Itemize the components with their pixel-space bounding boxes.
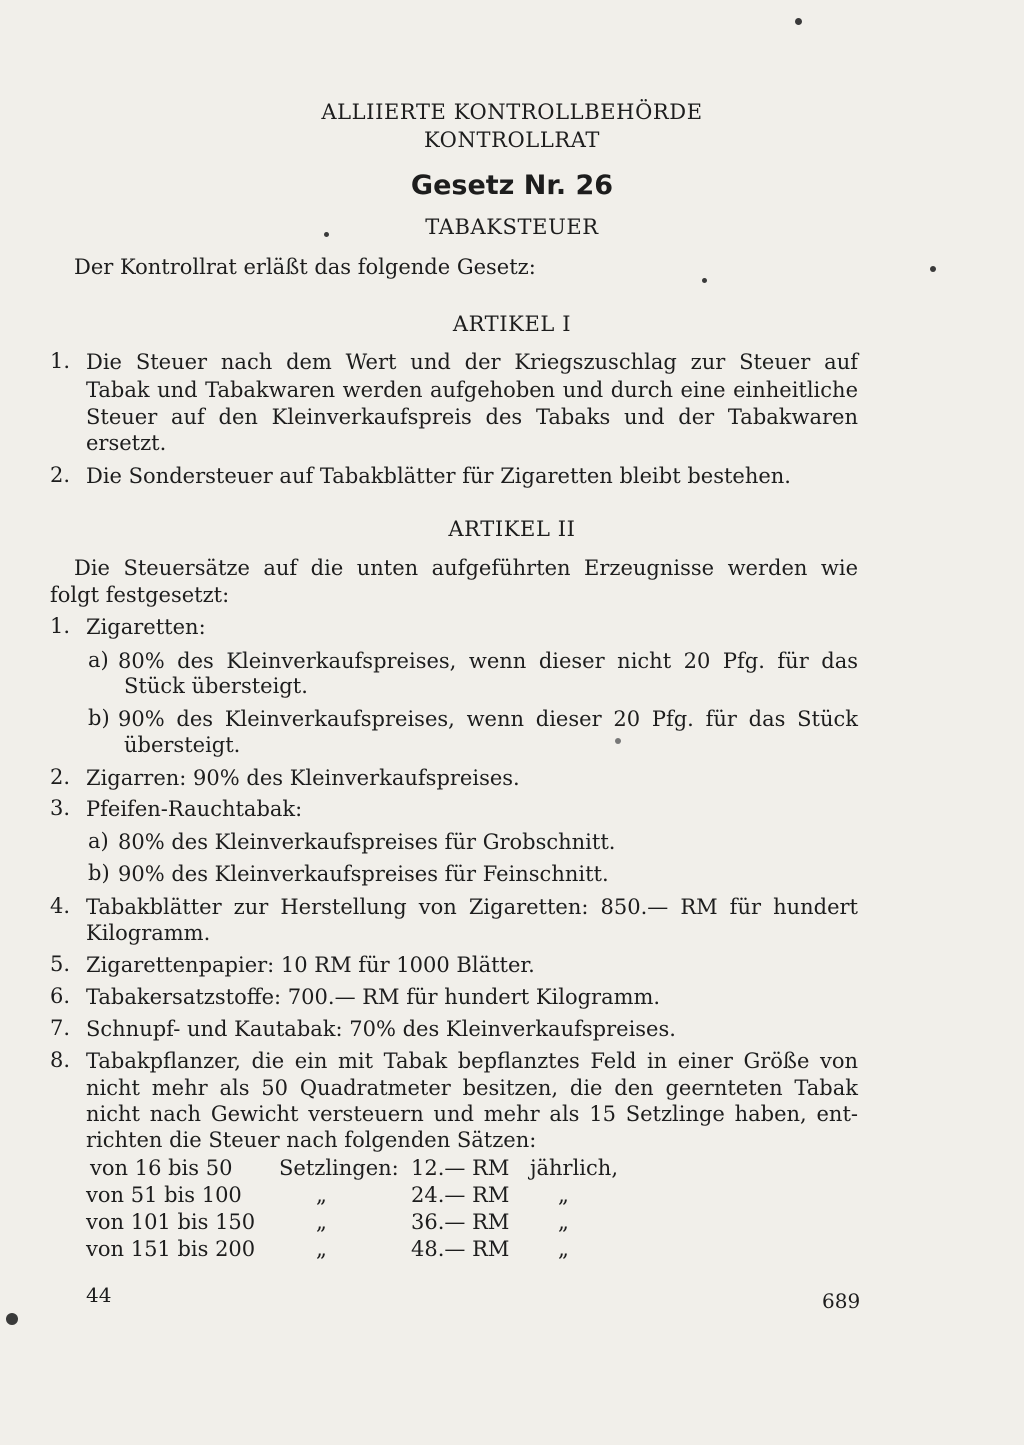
rate-unit: Setzlingen: [279, 1156, 399, 1180]
item-4-line: Kilogramm. [86, 921, 211, 945]
article-2-item-number: 8. [50, 1048, 71, 1072]
rate-range: von 51 bis 100 [86, 1183, 242, 1207]
article-2-item-number: 3. [50, 796, 71, 820]
article-1-item-2-text: Die Sondersteuer auf Tabakblätter für Zigaretten bleibt bestehen. [86, 464, 791, 488]
intro-text: Der Kontrollrat erläßt das folgende Gesetz: [74, 255, 536, 279]
item-8-line: richten die Steuer nach folgenden Sätzen: [86, 1128, 537, 1152]
rate-unit: „ [316, 1183, 327, 1207]
rate-amount: 24.— RM [411, 1183, 510, 1207]
page-number-left: 44 [86, 1283, 112, 1307]
rate-range: von 101 bis 150 [86, 1210, 256, 1234]
article-1-item-1-line: Steuer auf den Kleinverkaufspreis des Tabaks und der Tabakwaren [86, 405, 858, 429]
item-8-line: nicht mehr als 50 Quadratmeter besitzen, die den geernteten Tabak [86, 1076, 858, 1100]
sub-item-letter: b) [88, 861, 110, 885]
item-2-text: Zigarren: 90% des Kleinverkaufspreises. [86, 766, 520, 790]
item-1-label: Zigaretten: [86, 615, 206, 639]
item-1a-line: 80% des Kleinverkaufspreises, wenn dieser nicht 20 Pfg. für das [118, 649, 858, 673]
article-2-item-number: 5. [50, 952, 71, 976]
rate-amount: 12.— RM [411, 1156, 510, 1180]
article-2-intro-line: Die Steuersätze auf die unten aufgeführten Erzeugnisse werden wie [74, 556, 858, 580]
law-title: Gesetz Nr. 26 [410, 170, 614, 201]
article-2-item-number: 2. [50, 765, 71, 789]
item-3a-text: 80% des Kleinverkaufspreises für Grobschnitt. [118, 830, 616, 854]
sub-item-letter: a) [88, 648, 109, 672]
rate-period: „ [558, 1210, 569, 1234]
article-1-item-number: 1. [50, 349, 71, 373]
item-1b-line: übersteigt. [124, 733, 241, 757]
rate-period: „ [558, 1237, 569, 1261]
item-8-line: Tabakpflanzer, die ein mit Tabak bepflanztes Feld in einer Größe von [86, 1049, 858, 1073]
article-1-item-1-line: ersetzt. [86, 431, 167, 455]
item-3b-text: 90% des Kleinverkaufspreises für Feinschnitt. [118, 862, 609, 886]
rate-amount: 36.— RM [411, 1210, 510, 1234]
rate-unit: „ [316, 1210, 327, 1234]
article-1-item-1-line: Tabak und Tabakwaren werden aufgehoben und durch eine einheitliche [86, 378, 858, 402]
sub-item-letter: b) [88, 706, 110, 730]
article-1-item-1-line: Die Steuer nach dem Wert und der Kriegszuschlag zur Steuer auf [86, 350, 858, 374]
item-1a-line: Stück übersteigt. [124, 674, 308, 698]
article-2-item-number: 1. [50, 614, 71, 638]
item-7-text: Schnupf- und Kautabak: 70% des Kleinverkaufspreises. [86, 1017, 676, 1041]
rate-period: „ [558, 1183, 569, 1207]
article-2-intro-line: folgt festgesetzt: [50, 583, 230, 607]
page-number-right: 689 [822, 1289, 861, 1313]
scan-speck [702, 278, 707, 283]
rate-amount: 48.— RM [411, 1237, 510, 1261]
rate-range: von 16 bis 50 [90, 1156, 233, 1180]
authority-heading: ALLIIERTE KONTROLLBEHÖRDE [321, 100, 703, 124]
rate-unit: „ [316, 1237, 327, 1261]
item-5-text: Zigarettenpapier: 10 RM für 1000 Blätter. [86, 953, 535, 977]
item-4-line: Tabakblätter zur Herstellung von Zigaretten: 850.— RM für hundert [86, 895, 858, 919]
law-subject: TABAKSTEUER [425, 215, 599, 239]
article-2-item-number: 7. [50, 1016, 71, 1040]
item-1b-line: 90% des Kleinverkaufspreises, wenn dieser 20 Pfg. für das Stück [118, 707, 858, 731]
scan-speck [6, 1313, 18, 1325]
scan-speck [615, 738, 621, 744]
item-6-text: Tabakersatzstoffe: 700.— RM für hundert Kilogramm. [86, 985, 661, 1009]
item-3-label: Pfeifen-Rauchtabak: [86, 797, 303, 821]
scan-speck [795, 18, 802, 25]
scan-speck [930, 266, 936, 272]
rate-period: jährlich, [530, 1156, 618, 1180]
article-1-heading: ARTIKEL I [452, 312, 572, 336]
article-2-item-number: 4. [50, 894, 71, 918]
council-heading: KONTROLLRAT [423, 128, 601, 152]
sub-item-letter: a) [88, 829, 109, 853]
article-2-heading: ARTIKEL II [448, 517, 576, 541]
item-8-line: nicht nach Gewicht versteuern und mehr als 15 Setzlinge haben, ent- [86, 1102, 858, 1126]
article-1-item-number: 2. [50, 463, 71, 487]
rate-range: von 151 bis 200 [86, 1237, 256, 1261]
article-2-item-number: 6. [50, 984, 71, 1008]
